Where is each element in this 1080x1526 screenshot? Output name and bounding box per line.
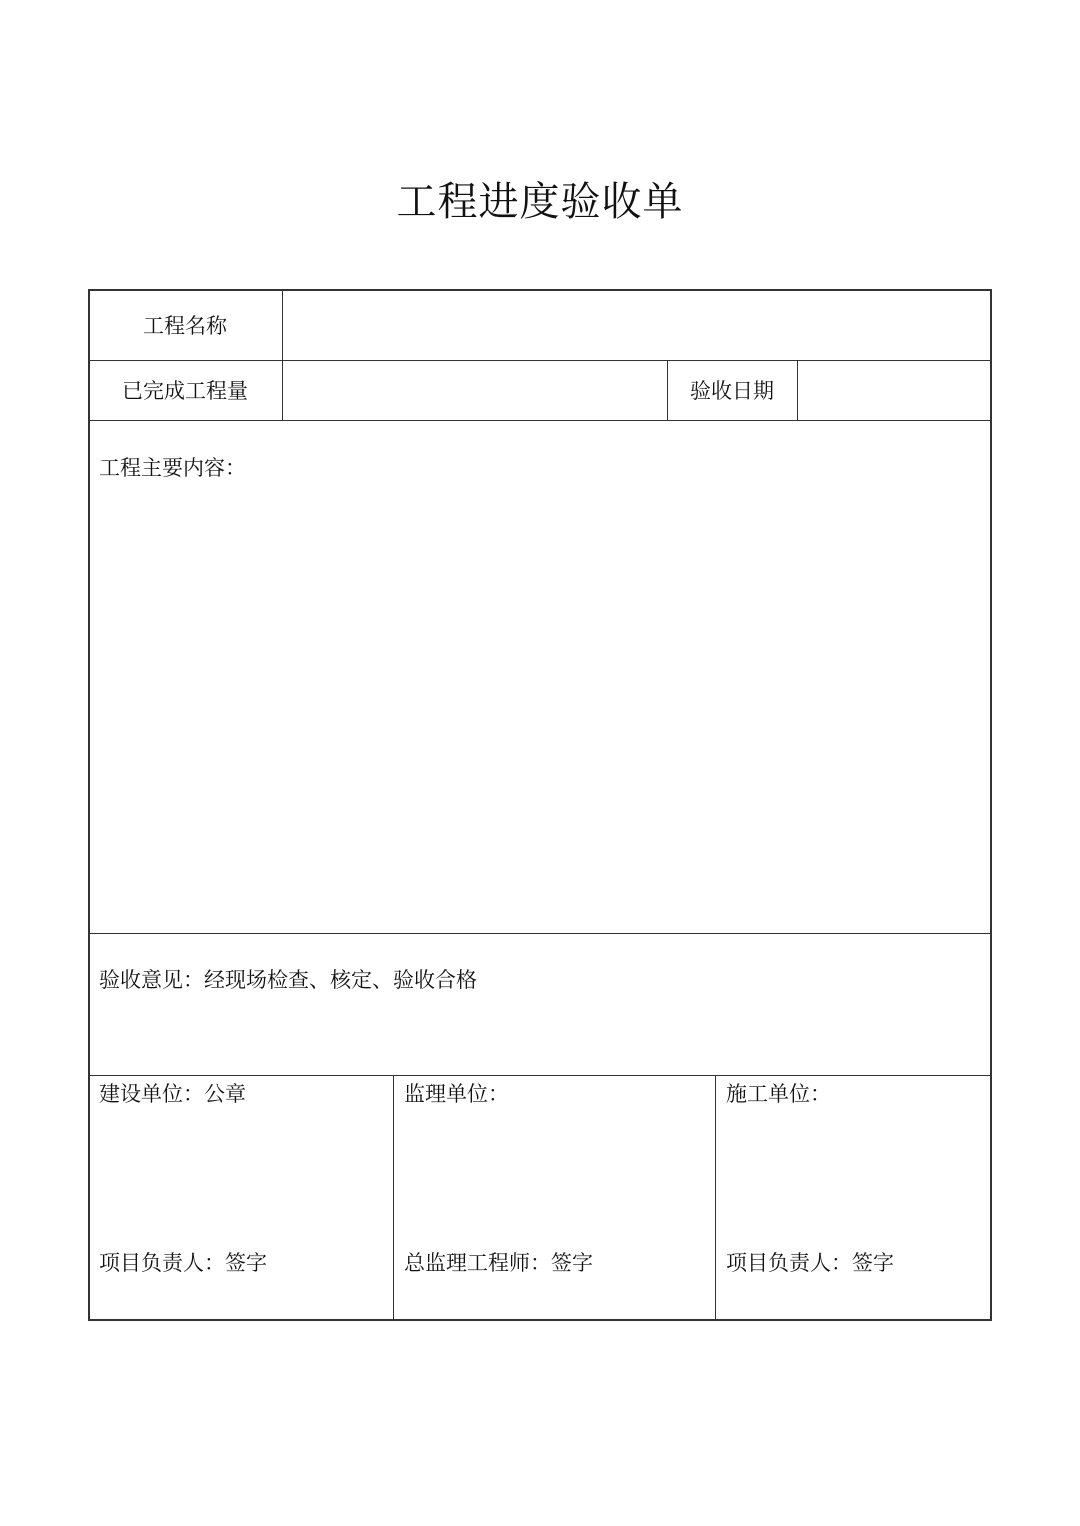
- construction-unit-label: 建设单位：公章: [99, 1082, 246, 1106]
- acceptance-form-table: [88, 289, 992, 1321]
- acceptance-date-label: 验收日期: [690, 379, 774, 403]
- row-divider: [88, 1075, 992, 1076]
- main-content-label: 工程主要内容：: [99, 456, 246, 480]
- acceptance-opinion-text: 验收意见：经现场检查、核定、验收合格: [99, 968, 477, 992]
- contractor-unit-label: 施工单位：: [726, 1082, 831, 1106]
- completed-amount-field[interactable]: [284, 362, 666, 419]
- column-divider: [715, 1075, 716, 1321]
- supervision-unit-label: 监理单位：: [404, 1082, 509, 1106]
- project-name-label: 工程名称: [143, 313, 227, 338]
- column-divider: [797, 360, 798, 420]
- contractor-signer-label: 项目负责人：签字: [726, 1251, 894, 1275]
- acceptance-date-field[interactable]: [799, 362, 990, 419]
- supervision-signer-label: 总监理工程师：签字: [404, 1251, 593, 1275]
- document-title: 工程进度验收单: [396, 179, 684, 225]
- column-divider: [393, 1075, 394, 1321]
- row-divider: [88, 420, 992, 421]
- project-name-field[interactable]: [284, 291, 990, 359]
- construction-signer-label: 项目负责人：签字: [99, 1251, 267, 1275]
- completed-amount-label: 已完成工程量: [122, 379, 248, 403]
- row-divider: [88, 933, 992, 934]
- column-divider: [282, 289, 283, 420]
